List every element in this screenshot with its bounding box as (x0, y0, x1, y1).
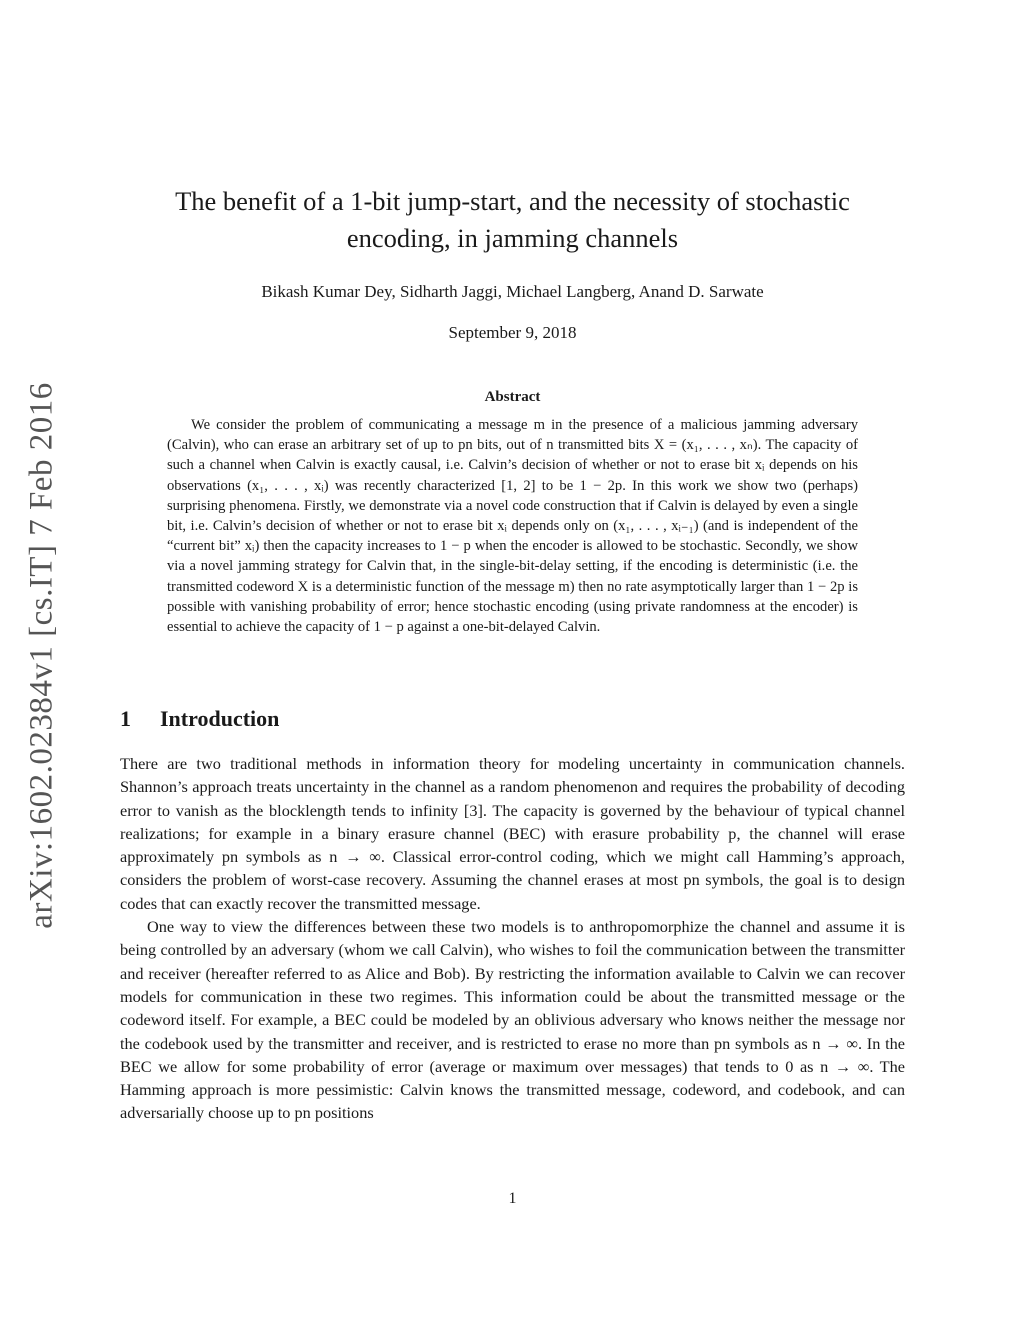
paper-title: The benefit of a 1-bit jump-start, and the necessity of stochastic encoding, in jamming channels (175, 186, 850, 253)
abstract-text: We consider the problem of communicating a message m in the presence of a malicious jamming adversary (Calvin), who can erase an arbitrary set of up to pn bits, out of n transmitted bits X = (x₁, . . . , xₙ). The capacity of such a channel when Calvin is exactly causal, i.e. Calvin’s decision of whether or not to erase bit xᵢ depends on his observations (x₁, . . . , xᵢ) was recently characterized [1, 2] to be 1 − 2p. In this work we show two (perhaps) surprising phenomena. Firstly, we demonstrate via a novel code construction that if Calvin is delayed by even a single bit, i.e. Calvin’s decision of whether or not to erase bit xᵢ depends only on (x₁, . . . , xᵢ₋₁) (and is independent of the “current bit” xᵢ) then the capacity increases to 1 − p when the encoder is allowed to be stochastic. Secondly, we show via a novel jamming strategy for Calvin that, in the single-bit-delay setting, if the encoding is deterministic (i.e. the transmitted codeword X is a deterministic function of the message m) then no rate asymptotically larger than 1 − 2p is possible with vanishing probability of error; hence stochastic encoding (using private randomness at the encoder) is essential to achieve the capacity of 1 − p against a one-bit-delayed Calvin. (167, 417, 858, 636)
abstract-heading: Abstract (484, 389, 541, 405)
section-body (120, 752, 905, 1125)
paper-date: September 9, 2018 (448, 323, 577, 342)
arxiv-id: arXiv:1602.02384v1 [cs.IT] 7 Feb 2016 (23, 381, 60, 929)
section-title: Introduction (160, 706, 280, 731)
paragraph-1: There are two traditional methods in information theory for modeling uncertainty in communication channels. Shannon’s approach treats uncertainty in the channel as a random phenomenon and requires the probability of decoding error to vanish as the blocklength tends to infinity [3]. The capacity is governed by the behaviour of typical channel realizations; for example in a binary erasure channel (BEC) with erasure probability p, the channel will erase approximately pn symbols as n → ∞. Classical error-control coding, which we might call Hamming’s approach, considers the problem of worst-case recovery. Assuming the channel erases at most pn symbols, the goal is to design codes that can exactly recover the transmitted message. (120, 754, 905, 913)
page-number: 1 (508, 1190, 517, 1207)
arxiv-sidebar (12, 375, 72, 935)
section-number: 1 (120, 706, 131, 731)
section-heading (120, 706, 905, 732)
paragraph-2: One way to view the differences between these two models is to anthropomorphize the channel and assume it is being controlled by an adversary (whom we call Calvin), who wishes to foil the communication between the transmitter and receiver (hereafter referred to as Alice and Bob). By restricting the information available to Calvin we can recover models for communication in these two regimes. This information could be about the transmitted message or the codeword itself. For example, a BEC could be modeled by an oblivious adversary who knows neither the message nor the codebook used by the transmitter and receiver, and is restricted to erase no more than pn symbols as n → ∞. In the BEC we allow for some probability of error (average or maximum over messages) that tends to 0 as n → ∞. The Hamming approach is more pessimistic: Calvin knows the transmitted message, codeword, and codebook, and can adversarially choose up to pn positions (120, 917, 905, 1123)
paper-authors: Bikash Kumar Dey, Sidharth Jaggi, Michael Langberg, Anand D. Sarwate (261, 282, 764, 301)
